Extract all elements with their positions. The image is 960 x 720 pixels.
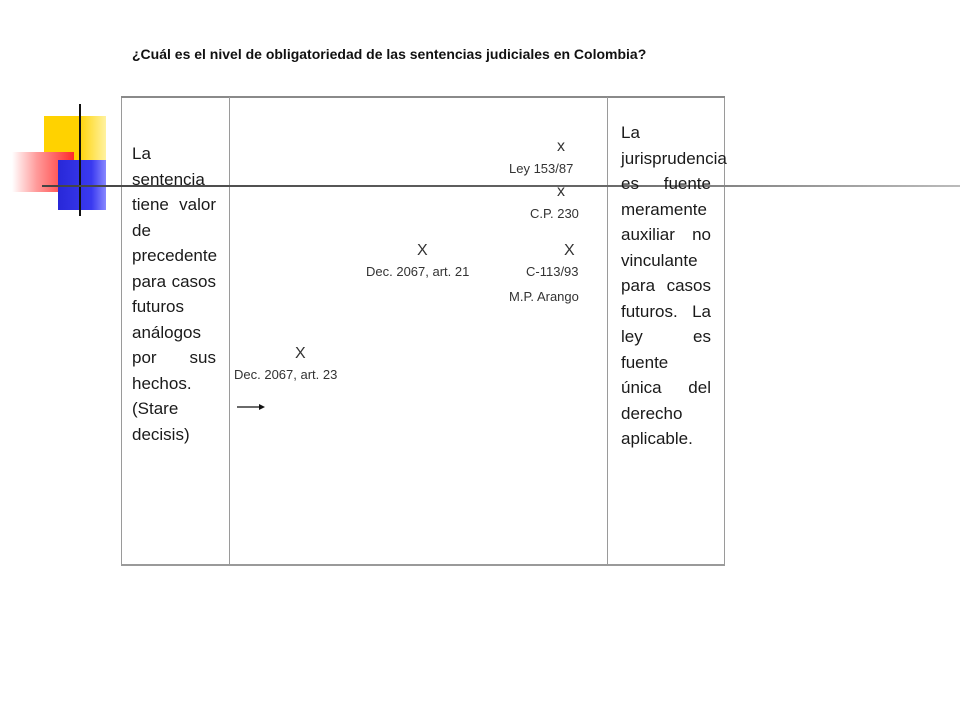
marker-symbol: X [564, 242, 575, 259]
marker-symbol: X [417, 242, 428, 259]
marker-label: Ley 153/87 [509, 161, 574, 176]
table-top-border [121, 96, 725, 98]
marker-label: Dec. 2067, art. 23 [234, 367, 338, 382]
left-column-text: La sentencia tiene valor de precedente para casos futuros análogos por sus hechos. (Stare decisis) [132, 144, 218, 444]
marker-symbol: x [557, 138, 565, 155]
table-divider-right [607, 97, 608, 566]
arrow-right-icon [237, 402, 265, 412]
marker-sublabel: M.P. Arango [509, 289, 579, 304]
marker-symbol: X [295, 345, 306, 362]
right-column-text: La jurisprudencia es fuente meramente auxiliar no vinculante para casos futuros. La ley es fuente única del derecho aplicable. [621, 123, 727, 448]
page-title: ¿Cuál es el nivel de obligatoriedad de las sentencias judiciales en Colombia? [132, 46, 647, 62]
marker-symbol: x [557, 183, 565, 200]
marker-label: C-113/93 [526, 264, 579, 279]
table-divider-left [229, 97, 230, 566]
marker-label: Dec. 2067, art. 21 [366, 264, 470, 279]
vertical-line-decoration [79, 104, 81, 216]
marker-label: C.P. 230 [530, 206, 579, 221]
